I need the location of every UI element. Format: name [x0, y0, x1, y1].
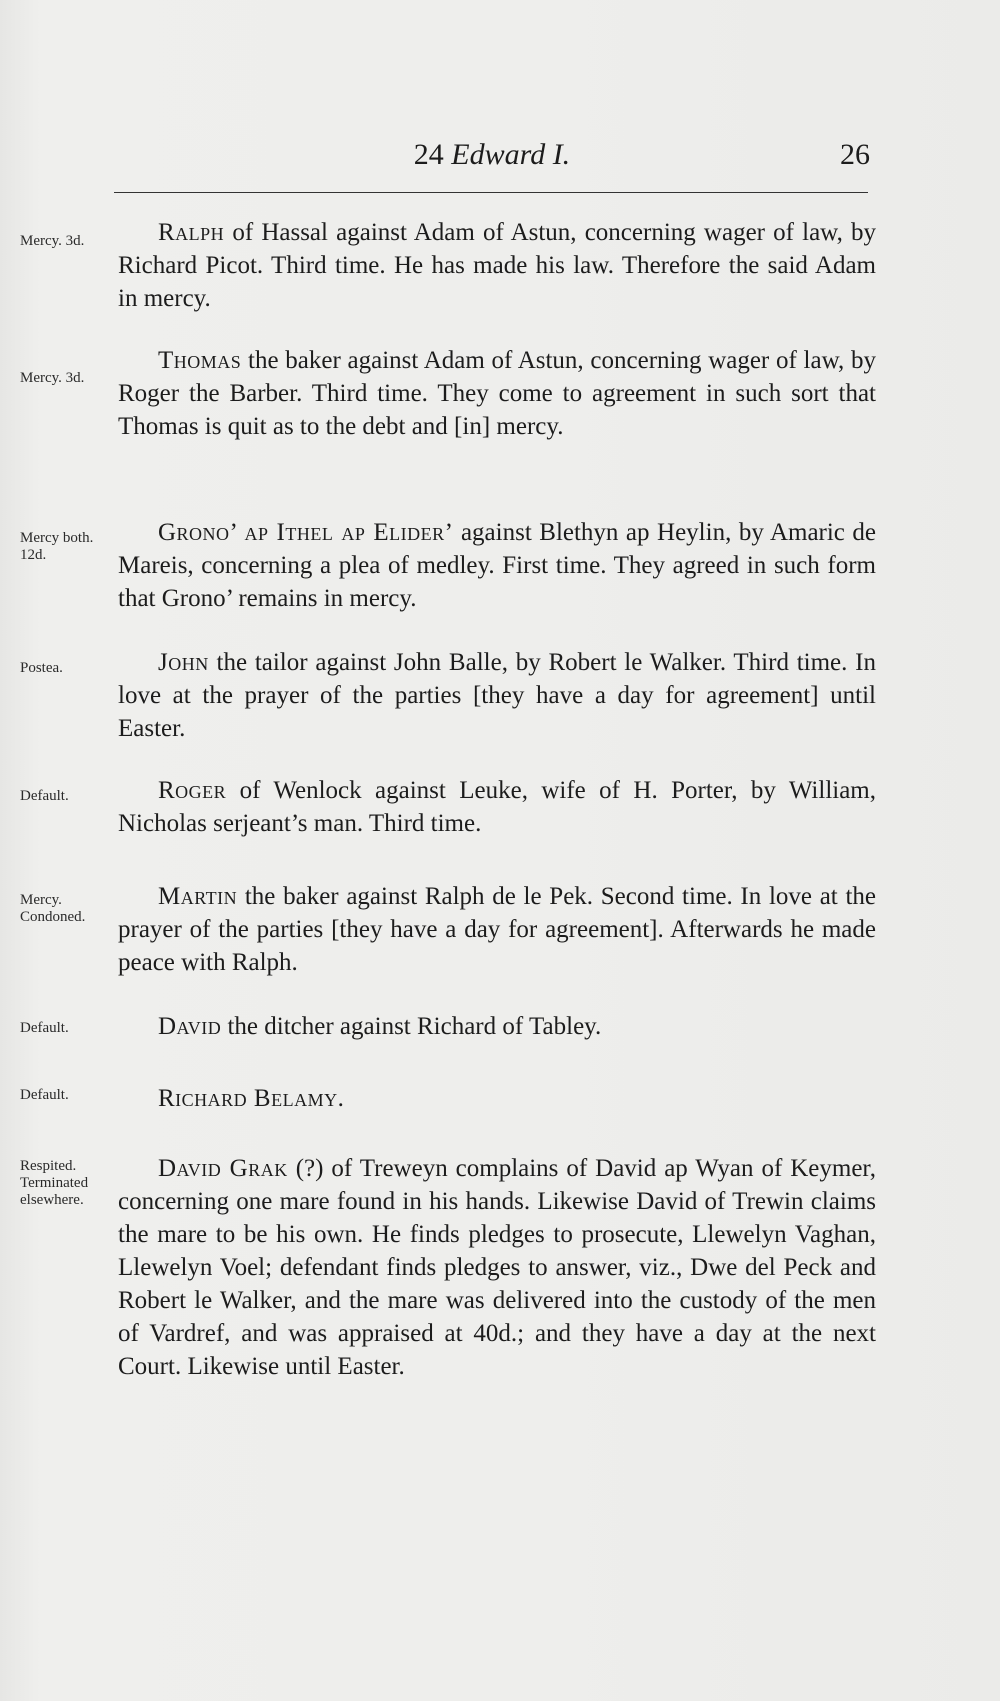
- entry-lead: Richard Belamy.: [158, 1085, 345, 1112]
- entry-lead: Martin: [158, 883, 238, 910]
- entry-body: the tailor against John Balle, by Robert le Walker. Third time. In love at the prayer of the parties [they have a day for agreement] until Easter.: [118, 649, 876, 742]
- entry-text: [118, 646, 876, 745]
- page-number: 26: [840, 138, 870, 171]
- entry-lead: Thomas: [158, 347, 242, 374]
- entry-body: (?) of Treweyn complains of David ap Wyan of Keymer, concerning one mare found in his hands. Likewise David of Trewin claims the mare to be his own. He finds pledges to prosecute, Llewelyn Vaghan, Llewelyn Voel; defendant finds pledges to answer, viz., Dwe del Peck and Robert le Walker, and the mare was delivered into the custody of the men of Vardref, and was appraised at 40d.; and they have a day at the next Court. Likewise until Easter.: [118, 1155, 876, 1380]
- entry-text: [118, 1082, 876, 1115]
- entry-lead: Roger: [158, 777, 227, 804]
- entry-body: the baker against Ralph de le Pek. Second time. In love at the prayer of the parties [they have a day for agreement]. Afterwards he made peace with Ralph.: [118, 883, 876, 976]
- entry-lead: David: [158, 1013, 222, 1040]
- entry-lead: John: [158, 649, 209, 676]
- entry-text: [118, 1010, 876, 1043]
- entry-text: [118, 880, 876, 979]
- entry-text: [118, 1152, 876, 1383]
- entry-body: of Hassal against Adam of Astun, concerning wager of law, by Richard Picot. Third time. He has made his law. Therefore the said Adam in mercy.: [118, 219, 876, 312]
- entry-body: of Wenlock against Leuke, wife of H. Porter, by William, Nicholas serjeant’s man. Third time.: [118, 777, 876, 837]
- entry-lead: Grono’ ap Ithel ap Elider’: [158, 519, 454, 546]
- regnal-year: 24: [413, 138, 444, 171]
- entry-text: [118, 344, 876, 443]
- entry-body: the ditcher against Richard of Tabley.: [221, 1013, 602, 1040]
- entry-lead: David Grak: [158, 1155, 288, 1182]
- header-rule: [114, 192, 868, 193]
- margin-note: Postea.: [20, 660, 63, 676]
- entry-text: [118, 216, 876, 315]
- entry-body: against Blethyn ap Heylin, by Amaric de Mareis, concerning a plea of medley. First time. They agreed in such form that Grono’ remains in mercy.: [118, 519, 876, 612]
- margin-note: Respited. Terminated elsewhere.: [20, 1158, 89, 1208]
- margin-note: Mercy. 3d.: [20, 370, 85, 386]
- running-title: [114, 138, 870, 172]
- king-name: Edward I.: [451, 138, 571, 171]
- margin-note: Mercy. 3d.: [20, 233, 85, 249]
- running-head: [114, 138, 870, 182]
- margin-note: Mercy both. 12d.: [20, 530, 94, 563]
- entry-text: [118, 516, 876, 615]
- entry-text: [118, 774, 876, 840]
- margin-note: Default.: [20, 788, 69, 804]
- entry-lead: Ralph: [158, 219, 225, 246]
- margin-note: Mercy. Condoned.: [20, 892, 86, 925]
- margin-note: Default.: [20, 1020, 69, 1036]
- margin-note: Default.: [20, 1087, 69, 1103]
- entry-body: the baker against Adam of Astun, concerning wager of law, by Roger the Barber. Third time. They come to agreement in such sort that Thomas is quit as to the debt and [in] mercy.: [118, 347, 876, 440]
